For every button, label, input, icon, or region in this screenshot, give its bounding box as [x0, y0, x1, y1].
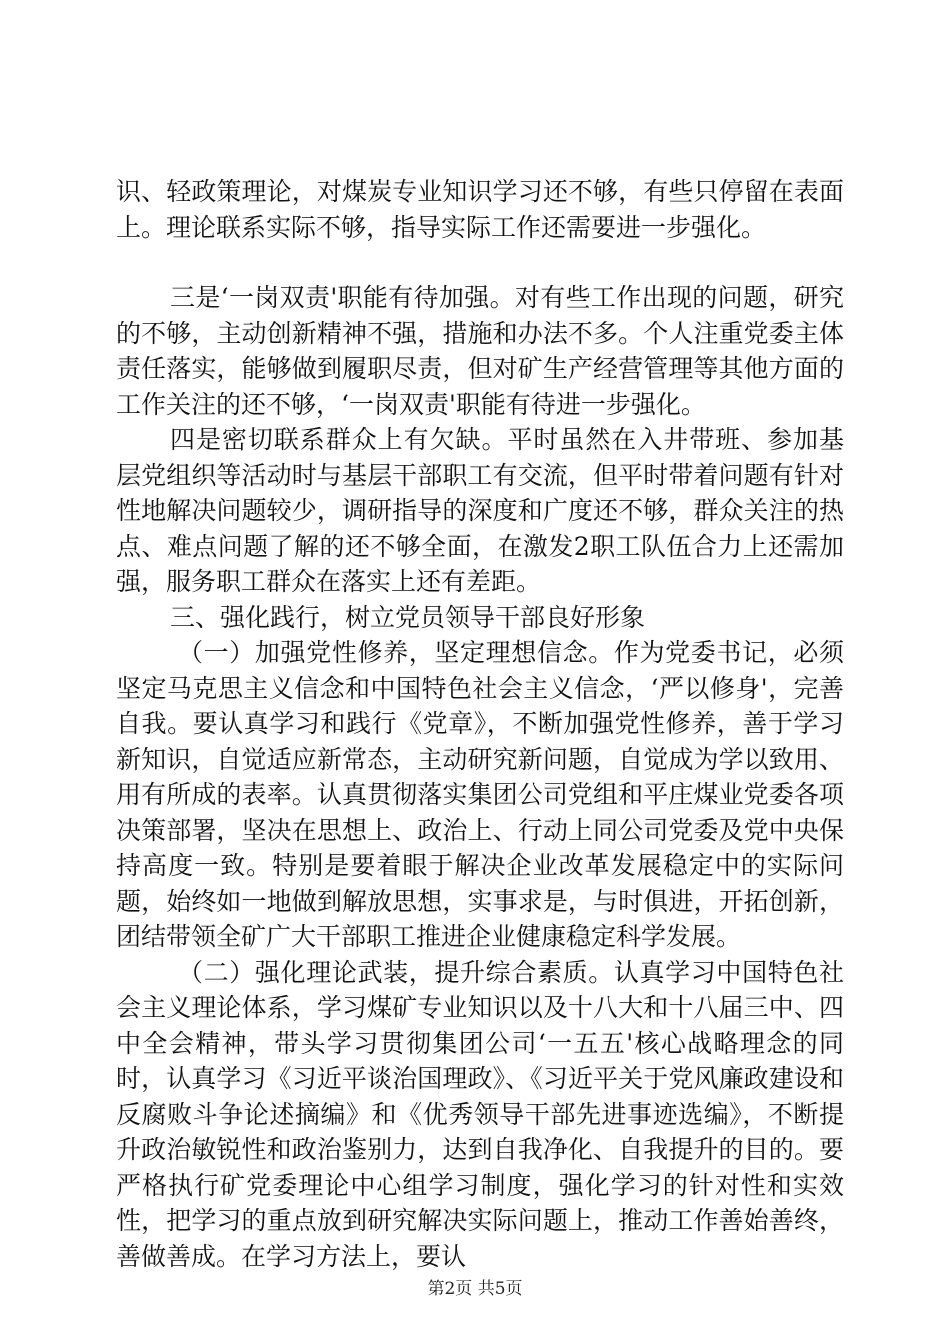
section-heading-three: 三、强化践行，树立党员领导干部良好形象 — [170, 602, 646, 632]
document-body — [116, 174, 844, 1274]
paragraph-subsection-one: （一）加强党性修养，坚定理想信念。作为党委书记，必须坚定马克思主义信念和中国特色社会主义信念，‘严以修身'，完善自我。要认真学习和践行《党章》，不断加强党性修养，善于学习新知识，自觉适应新常态，主动研究新问题，自觉成为学以致用、用有所成的表率。认真贯彻落实集团公司党组和平庄煤业党委各项决策部署，坚决在思想上、政治上、行动上同公司党委及党中央保持高度一致。特别是要着眼于解决企业改革发展稳定中的实际问题，始终如一地做到解放思想，实事求是，与时俱进，开拓创新，团结带领全矿广大干部职工推进企业健康稳定科学发展。 — [116, 638, 844, 951]
paragraph-continuation: 识、轻政策理论，对煤炭专业知识学习还不够，有些只停留在表面上。理论联系实际不够，指导实际工作还需要进一步强化。 — [116, 177, 844, 242]
page-footer: 第2页 共5页 — [427, 1279, 523, 1299]
paragraph-subsection-two: （二）强化理论武装，提升综合素质。认真学习中国特色社会主义理论体系，学习煤矿专业知识以及十八大和十八届三中、四中全会精神，带头学习贯彻集团公司‘一五五'核心战略理念的同时，认真学习《习近平谈治国理政》、《习近平关于党风廉政建设和反腐败斗争论述摘编》和《优秀领导干部先进事迹选编》，不断提升政治敏锐性和政治鉴别力，达到自我净化、自我提升的目的。要严格执行矿党委理论中心组学习制度，强化学习的针对性和实效性，把学习的重点放到研究解决实际问题上，推动工作善始善终，善做善成。在学习方法上，要认 — [116, 957, 844, 1271]
paragraph-point-three: 三是‘一岗双责'职能有待加强。对有些工作出现的问题，研究的不够，主动创新精神不强，措施和办法不多。个人注重党委主体责任落实，能够做到履职尽责，但对矿生产经营管理等其他方面的工作关注的还不够，‘一岗双责'职能有待进一步强化。 — [116, 283, 844, 419]
paragraph-point-four: 四是密切联系群众上有欠缺。平时虽然在入井带班、参加基层党组织等活动时与基层干部职工有交流，但平时带着问题有针对性地解决问题较少，调研指导的深度和广度还不够，群众关注的热点、难点问题了解的还不够全面，在激发2职工队伍合力上还需加强，服务职工群众在落实上还有差距。 — [116, 425, 844, 596]
